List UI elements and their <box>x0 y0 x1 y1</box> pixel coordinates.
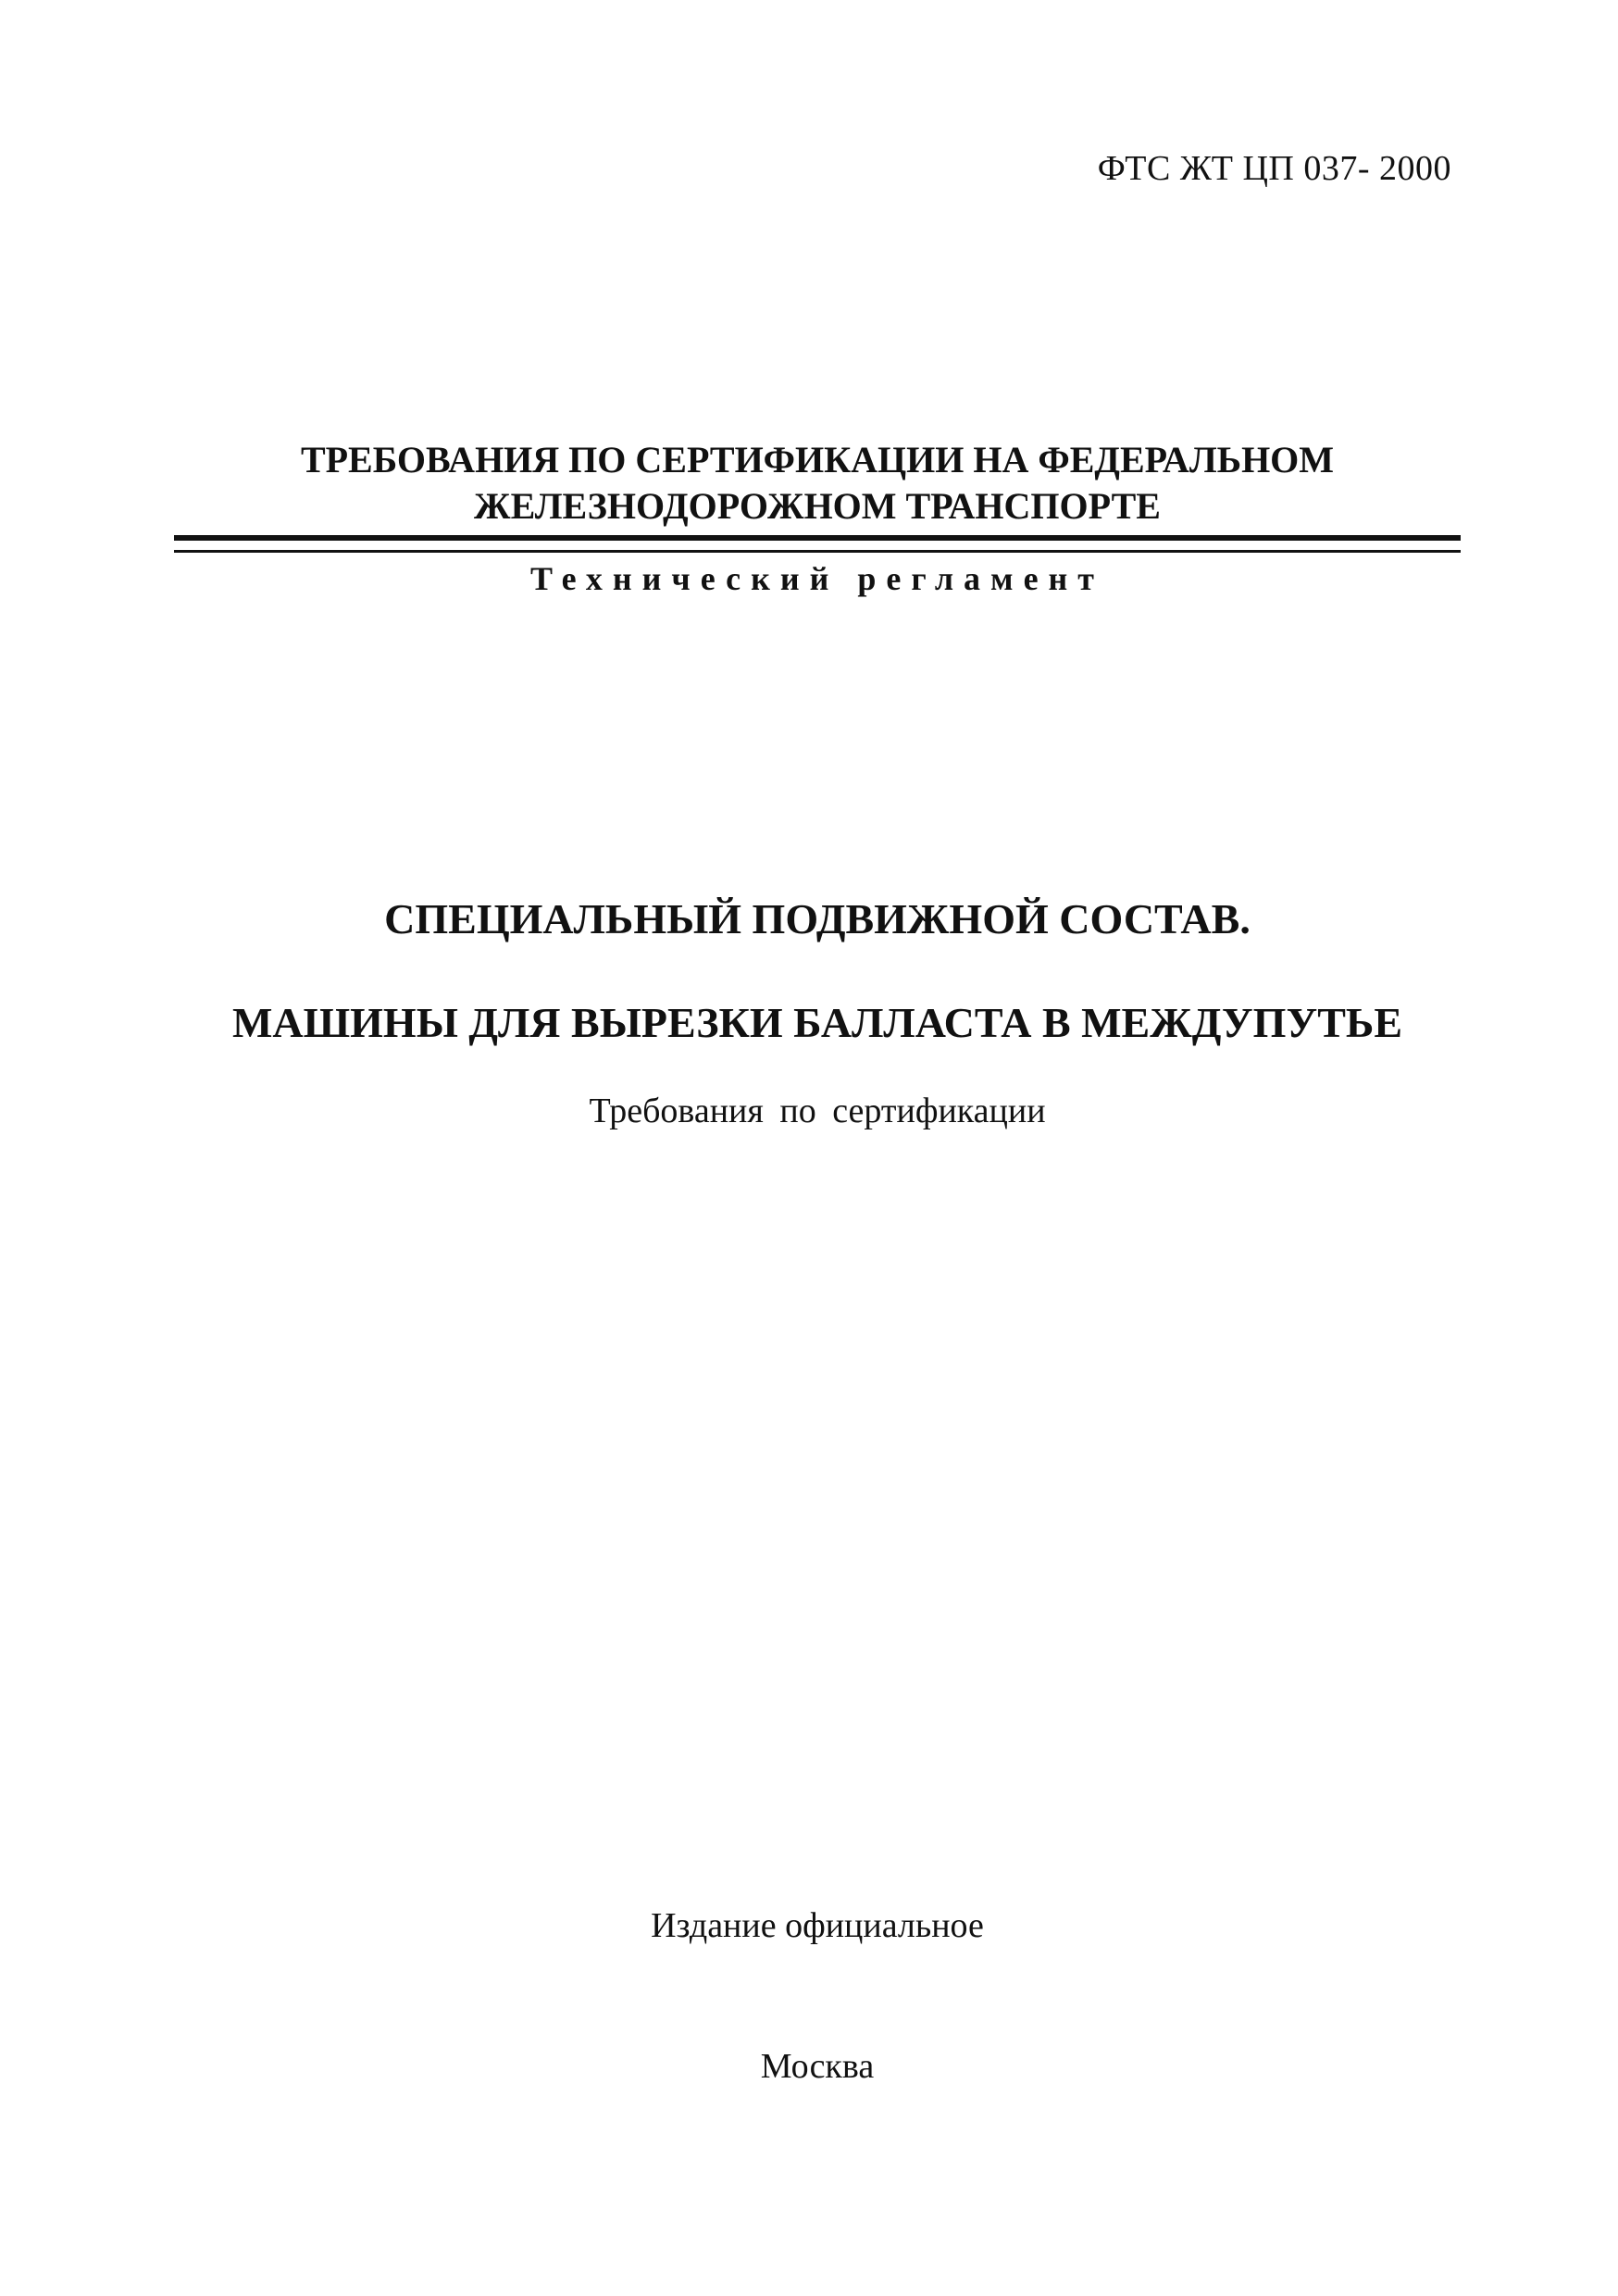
series-title-line2: ЖЕЛЕЗНОДОРОЖНОМ ТРАНСПОРТЕ <box>474 485 1161 527</box>
document-code: ФТС ЖТ ЦП 037- 2000 <box>1097 149 1451 188</box>
main-title-line1: СПЕЦИАЛЬНЫЙ ПОДВИЖНОЙ СОСТАВ. <box>384 895 1251 942</box>
series-title <box>174 437 1461 530</box>
document-type: Технический регламент <box>530 560 1104 597</box>
series-title-line1: ТРЕБОВАНИЯ ПО СЕРТИФИКАЦИИ НА ФЕДЕРАЛЬНОМ <box>300 439 1335 480</box>
title-rule-thick <box>174 535 1461 541</box>
main-title-line2: МАШИНЫ ДЛЯ ВЫРЕЗКИ БАЛЛАСТА В МЕЖДУПУТЬЕ <box>231 999 1402 1046</box>
title-rule-thin <box>174 550 1461 553</box>
city-label: Москва <box>760 2047 875 2086</box>
main-subtitle: Требования по сертификации <box>589 1092 1046 1130</box>
edition-label: Издание официальное <box>651 1906 984 1945</box>
